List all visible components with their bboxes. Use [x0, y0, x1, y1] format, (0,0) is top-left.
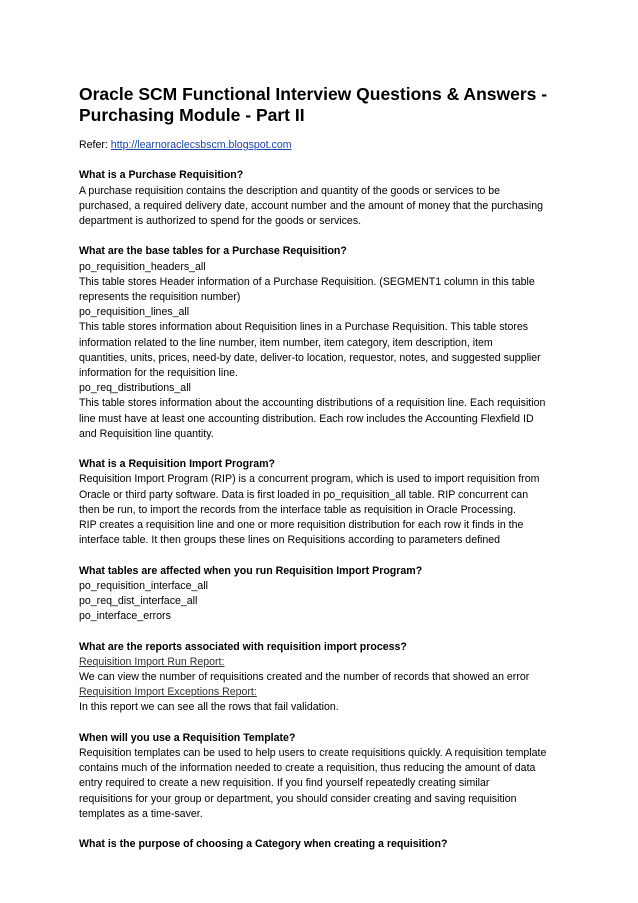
answer-line: information related to the line number, item number, item category, item description, item	[79, 336, 493, 349]
answer-line: Requisition templates can be used to help users to create requisitions quickly. A requisition template	[79, 747, 547, 760]
question-category-purpose: What is the purpose of choosing a Category when creating a requisition?	[79, 838, 448, 851]
document-body	[79, 138, 569, 852]
answer-line: contains much of the information needed to create a requisition, thus reducing the amount of data	[79, 762, 536, 775]
answer-line: This table stores information about Requisition lines in a Purchase Requisition. This table stores	[79, 321, 529, 334]
answer-line: interface table. It then groups these lines on Requisitions according to parameters defined	[79, 534, 501, 547]
answer-line: line must have at least one accounting distribution. Each row includes the Accounting Flexfield ID	[79, 412, 534, 425]
answer-line: requisitions for your group or department, you should consider creating and saving requisition	[79, 792, 517, 805]
answer-line: purchased, a required delivery date, account number and the amount of money that the purchasing	[79, 199, 544, 212]
answer-line: po_requisition_lines_all	[79, 306, 190, 319]
question-affected-tables: What tables are affected when you run Requisition Import Program?	[79, 564, 423, 577]
answer-line: We can view the number of requisitions created and the number of records that showed an error	[79, 671, 530, 684]
answer-line: po_req_distributions_all	[79, 382, 191, 395]
refer-label: Refer:	[79, 139, 111, 151]
refer-link[interactable]: http://learnoraclecsbscm.blogspot.com	[110, 139, 292, 151]
answer-line: RIP creates a requisition line and one or more requisition distribution for each row it finds in the	[79, 519, 524, 532]
answer-line: templates as a time-saver.	[79, 807, 203, 820]
answer-line: In this report we can see all the rows that fail validation.	[79, 701, 339, 714]
answer-line: represents the requisition number)	[79, 291, 241, 303]
report-title-run: Requisition Import Run Report:	[79, 655, 225, 668]
question-purchase-requisition: What is a Purchase Requisition?	[79, 169, 244, 182]
answer-line: quantities, units, prices, need-by date, deliver-to location, requestor, notes, and suggested supplier	[79, 351, 541, 364]
title-line-2: Purchasing Module - Part II	[79, 105, 305, 125]
answer-line: department is authorized to spend for the goods or services.	[79, 215, 362, 227]
document-title	[79, 84, 569, 126]
answer-line: This table stores Header information of a Purchase Requisition. (SEGMENT1 column in this table	[79, 275, 535, 288]
answer-line: Requisition Import Program (RIP) is a concurrent program, which is used to import requisition from	[79, 473, 540, 486]
answer-line: po_requisition_interface_all	[79, 579, 208, 592]
answer-line: A purchase requisition contains the description and quantity of the goods or services to be	[79, 184, 501, 197]
question-base-tables: What are the base tables for a Purchase Requisition?	[79, 245, 347, 258]
answer-line: po_interface_errors	[79, 610, 171, 623]
refer-line	[79, 138, 569, 153]
document-content	[79, 84, 569, 852]
answer-line: This table stores information about the accounting distributions of a requisition line. Each requisition	[79, 397, 546, 410]
answer-line: entry required to create a new requisition. If you find yourself repeatedly creating similar	[79, 777, 490, 790]
answer-line: and Requisition line quantity.	[79, 427, 214, 440]
question-import-program: What is a Requisition Import Program?	[79, 458, 275, 471]
answer-line: po_req_dist_interface_all	[79, 595, 198, 608]
report-title-exceptions: Requisition Import Exceptions Report:	[79, 686, 257, 699]
answer-line: then be run, to import the records from the interface table as requisition in Oracle Processing.	[79, 503, 516, 516]
question-reports: What are the reports associated with requisition import process?	[79, 640, 407, 653]
answer-line: Oracle or third party software. Data is first loaded in po_requisition_all table. RIP concurrent can	[79, 488, 529, 501]
title-line-1: Oracle SCM Functional Interview Questions & Answers -	[79, 84, 548, 104]
question-requisition-template: When will you use a Requisition Template?	[79, 731, 296, 744]
answer-line: po_requisition_headers_all	[79, 260, 206, 273]
answer-line: information for the requisition line.	[79, 367, 238, 380]
